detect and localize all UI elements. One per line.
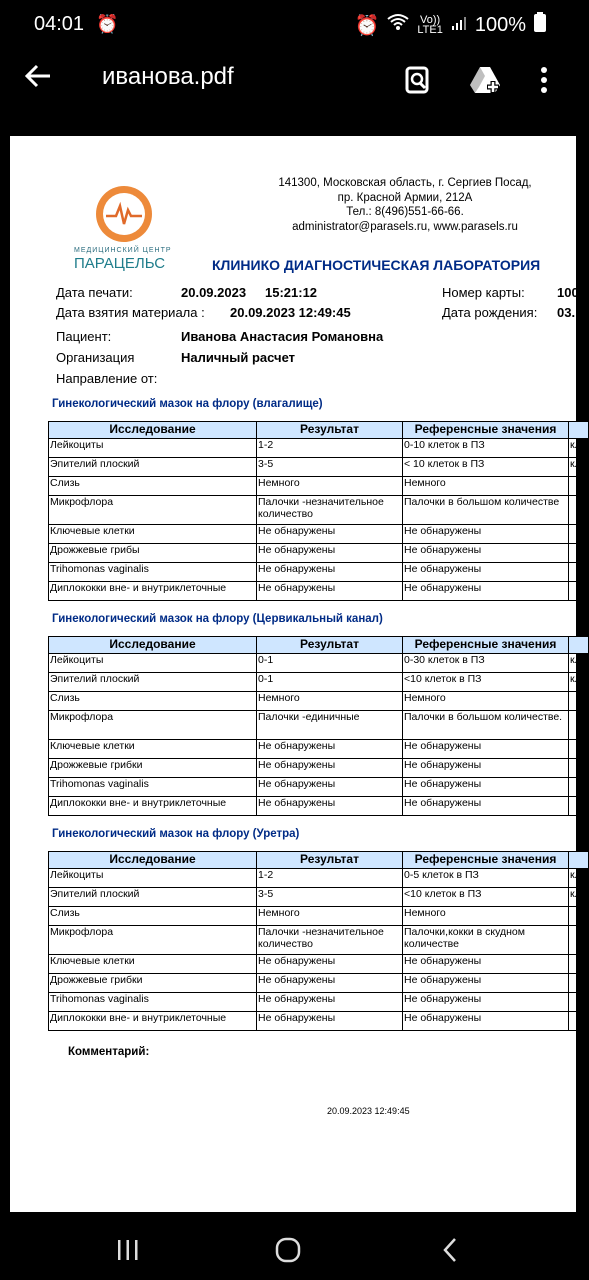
patient-name: Иванова Анастасия Романовна [181,329,384,344]
table-cell [569,797,589,816]
table-row [49,778,589,797]
back-arrow-icon[interactable] [24,62,52,98]
card-value: 100 [557,285,579,300]
column-header: Результат [257,637,403,654]
table-cell: Ключевые клетки [49,955,257,974]
battery-icon [534,12,546,38]
print-time: 15:21:12 [265,285,318,300]
table-cell: Не обнаружены [257,582,403,601]
section-title: Гинекологический мазок на флору (Уретра) [52,828,300,840]
table-row [49,525,589,544]
volte-top-text: Vo)) [420,14,441,26]
table-row [49,926,589,955]
sample-date: 20.09.2023 12:49:45 [230,305,351,320]
footer-timestamp: 20.09.2023 12:49:45 [327,1106,410,1116]
table-row [49,563,589,582]
table-cell: Не обнаружены [403,525,569,544]
pdf-page[interactable] [10,136,581,1212]
table-cell: Лейкоциты [49,869,257,888]
table-cell: 0-30 клеток в ПЗ [403,654,569,673]
lab-address [255,176,555,234]
table-cell: Не обнаружены [403,563,569,582]
table-cell [569,955,589,974]
app-bar [0,48,576,112]
table-cell: Слизь [49,692,257,711]
table-header-row [49,422,589,439]
column-header: Исследование [49,422,257,439]
drive-add-icon[interactable] [466,60,506,100]
table-cell: Палочки,кокки в скудном количестве [403,926,569,955]
table-row [49,888,589,907]
clinic-logo [96,186,152,242]
volte-bottom-text: LTE1 [417,24,443,36]
table-cell: Не обнаружены [403,974,569,993]
navigation-bar [0,1222,576,1280]
search-document-icon[interactable] [398,60,438,100]
table-cell: Палочки -единичные [257,711,403,740]
section-title: Гинекологический мазок на флору (влагалище) [52,398,323,410]
table-cell: кл [569,869,589,888]
table-cell: Лейкоциты [49,654,257,673]
table-cell: Trihomonas vaginalis [49,563,257,582]
table-cell [569,907,589,926]
table-cell [569,582,589,601]
organization-value: Наличный расчет [181,350,296,365]
table-cell [569,477,589,496]
table-cell: кл [569,673,589,692]
patient-label: Пациент: [56,329,112,344]
table-cell [569,692,589,711]
address-line: пр. Красной Армии, 212А [337,191,473,204]
table-row [49,974,589,993]
column-header: Исследование [49,852,257,869]
table-row [49,711,589,740]
table-cell: Не обнаружены [257,563,403,582]
table-cell [569,544,589,563]
table-cell: Не обнаружены [403,993,569,1012]
table-cell [569,525,589,544]
table-cell: Trihomonas vaginalis [49,778,257,797]
birth-label: Дата рождения: [442,305,538,320]
status-bar [0,0,576,48]
results-table [48,851,589,1031]
column-header: Исследование [49,637,257,654]
table-cell: Слизь [49,907,257,926]
column-header: Референсные значения [403,852,569,869]
table-cell: Не обнаружены [257,797,403,816]
table-cell: Слизь [49,477,257,496]
table-cell: Микрофлора [49,711,257,740]
results-table [48,421,589,601]
table-cell: Не обнаружены [403,797,569,816]
table-row [49,869,589,888]
table-cell: < 10 клеток в ПЗ [403,458,569,477]
table-cell: Не обнаружены [403,544,569,563]
status-time: 04:01 [34,13,85,35]
table-cell [569,1012,589,1031]
table-header-row [49,852,589,869]
table-cell: кл [569,458,589,477]
table-row [49,740,589,759]
back-nav-icon[interactable] [420,1230,480,1270]
table-row [49,1012,589,1031]
lab-title: КЛИНИКО ДИАГНОСТИЧЕСКАЯ ЛАБОРАТОРИЯ [212,257,541,273]
table-cell: Дрожжевые грибки [49,759,257,778]
table-cell: кл [569,439,589,458]
table-cell: Эпителий плоский [49,673,257,692]
column-header [569,422,589,439]
logo-subtitle: МЕДИЦИНСКИЙ ЦЕНТР [74,247,172,254]
print-date: 20.09.2023 [181,285,247,300]
table-cell: Trihomonas vaginalis [49,993,257,1012]
table-cell: Дрожжевые грибки [49,974,257,993]
alarm-icon: ⏰ [96,14,119,34]
table-cell: <10 клеток в ПЗ [403,888,569,907]
table-cell: Лейкоциты [49,439,257,458]
print-date-label: Дата печати: [56,285,133,300]
table-cell [569,926,589,955]
table-cell: Не обнаружены [403,778,569,797]
wifi-icon [387,13,409,37]
table-cell: кл [569,888,589,907]
table-cell [569,496,589,525]
recent-apps-icon[interactable] [98,1230,158,1270]
table-cell: Дрожжевые грибы [49,544,257,563]
table-cell: Палочки в большом количестве. [403,711,569,740]
table-row [49,955,589,974]
column-header: Результат [257,852,403,869]
birth-value: 03. [557,305,576,320]
volte-indicator [417,15,442,35]
table-cell: 3-5 [257,458,403,477]
table-cell [569,759,589,778]
table-cell: Не обнаружены [403,1012,569,1031]
table-row [49,692,589,711]
column-header: Референсные значения [403,637,569,654]
table-row [49,993,589,1012]
table-row [49,496,589,525]
results-table [48,636,589,816]
table-row [49,654,589,673]
table-header-row [49,637,589,654]
address-line: 141300, Московская область, г. Сергиев Посад, [278,177,532,189]
table-cell: Не обнаружены [257,974,403,993]
table-cell: 1-2 [257,439,403,458]
table-cell: 0-10 клеток в ПЗ [403,439,569,458]
column-header: Референсные значения [403,422,569,439]
more-options-icon[interactable] [524,60,564,100]
table-cell: Эпителий плоский [49,888,257,907]
table-cell: кл [569,654,589,673]
battery-text: 100% [474,13,526,36]
table-cell [569,974,589,993]
table-cell: Эпителий плоский [49,458,257,477]
table-row [49,439,589,458]
table-cell: Ключевые клетки [49,525,257,544]
table-cell: Немного [403,692,569,711]
table-row [49,759,589,778]
table-row [49,673,589,692]
table-row [49,582,589,601]
table-cell: Немного [257,692,403,711]
table-cell: Микрофлора [49,496,257,525]
table-cell: Микрофлора [49,926,257,955]
table-cell: Палочки -незначительное количество [257,496,403,525]
table-cell: Палочки -незначительное количество [257,926,403,955]
sample-date-label: Дата взятия материала : [56,305,205,320]
direction-label: Направление от: [56,371,158,386]
document-title: иванова.pdf [102,63,234,90]
table-cell: 0-1 [257,654,403,673]
table-cell: 3-5 [257,888,403,907]
table-cell: Не обнаружены [257,1012,403,1031]
table-cell: Немного [403,477,569,496]
table-cell: Не обнаружены [257,759,403,778]
organization-label: Организация [56,350,135,365]
table-cell: Палочки в большом количестве [403,496,569,525]
column-header [569,637,589,654]
table-cell: Немного [257,907,403,926]
home-icon[interactable] [258,1230,318,1270]
logo-name: ПАРАЦЕЛЬС [74,255,166,272]
table-cell: Диплококки вне- и внутриклеточные [49,582,257,601]
table-row [49,458,589,477]
table-cell [569,711,589,740]
status-icons [354,12,546,38]
signal-icon [451,14,467,37]
alarm-clock-icon: ⏰ [354,14,380,37]
table-cell: Не обнаружены [257,544,403,563]
address-line: administrator@parasels.ru, www.parasels.ru [292,220,518,233]
address-line: Тел.: 8(496)551-66-66. [346,206,464,218]
table-cell [569,563,589,582]
table-cell: Немного [403,907,569,926]
table-cell: Не обнаружены [257,955,403,974]
table-row [49,477,589,496]
table-cell: Диплококки вне- и внутриклеточные [49,797,257,816]
table-cell: Не обнаружены [257,740,403,759]
table-cell [569,778,589,797]
table-row [49,907,589,926]
table-cell [569,993,589,1012]
table-cell: Не обнаружены [403,955,569,974]
card-label: Номер карты: [442,285,525,300]
table-cell [569,740,589,759]
table-cell: Не обнаружены [257,778,403,797]
table-cell: Немного [257,477,403,496]
table-cell: Диплококки вне- и внутриклеточные [49,1012,257,1031]
table-row [49,797,589,816]
table-cell: Не обнаружены [257,525,403,544]
table-cell: 0-5 клеток в ПЗ [403,869,569,888]
table-cell: Не обнаружены [403,740,569,759]
table-cell: Не обнаружены [403,759,569,778]
column-header [569,852,589,869]
comment-label: Комментарий: [68,1046,150,1058]
table-cell: Ключевые клетки [49,740,257,759]
table-cell: <10 клеток в ПЗ [403,673,569,692]
table-cell: 0-1 [257,673,403,692]
table-cell: 1-2 [257,869,403,888]
table-row [49,544,589,563]
table-cell: Не обнаружены [403,582,569,601]
table-cell: Не обнаружены [257,993,403,1012]
section-title: Гинекологический мазок на флору (Цервикальный канал) [52,613,383,625]
column-header: Результат [257,422,403,439]
